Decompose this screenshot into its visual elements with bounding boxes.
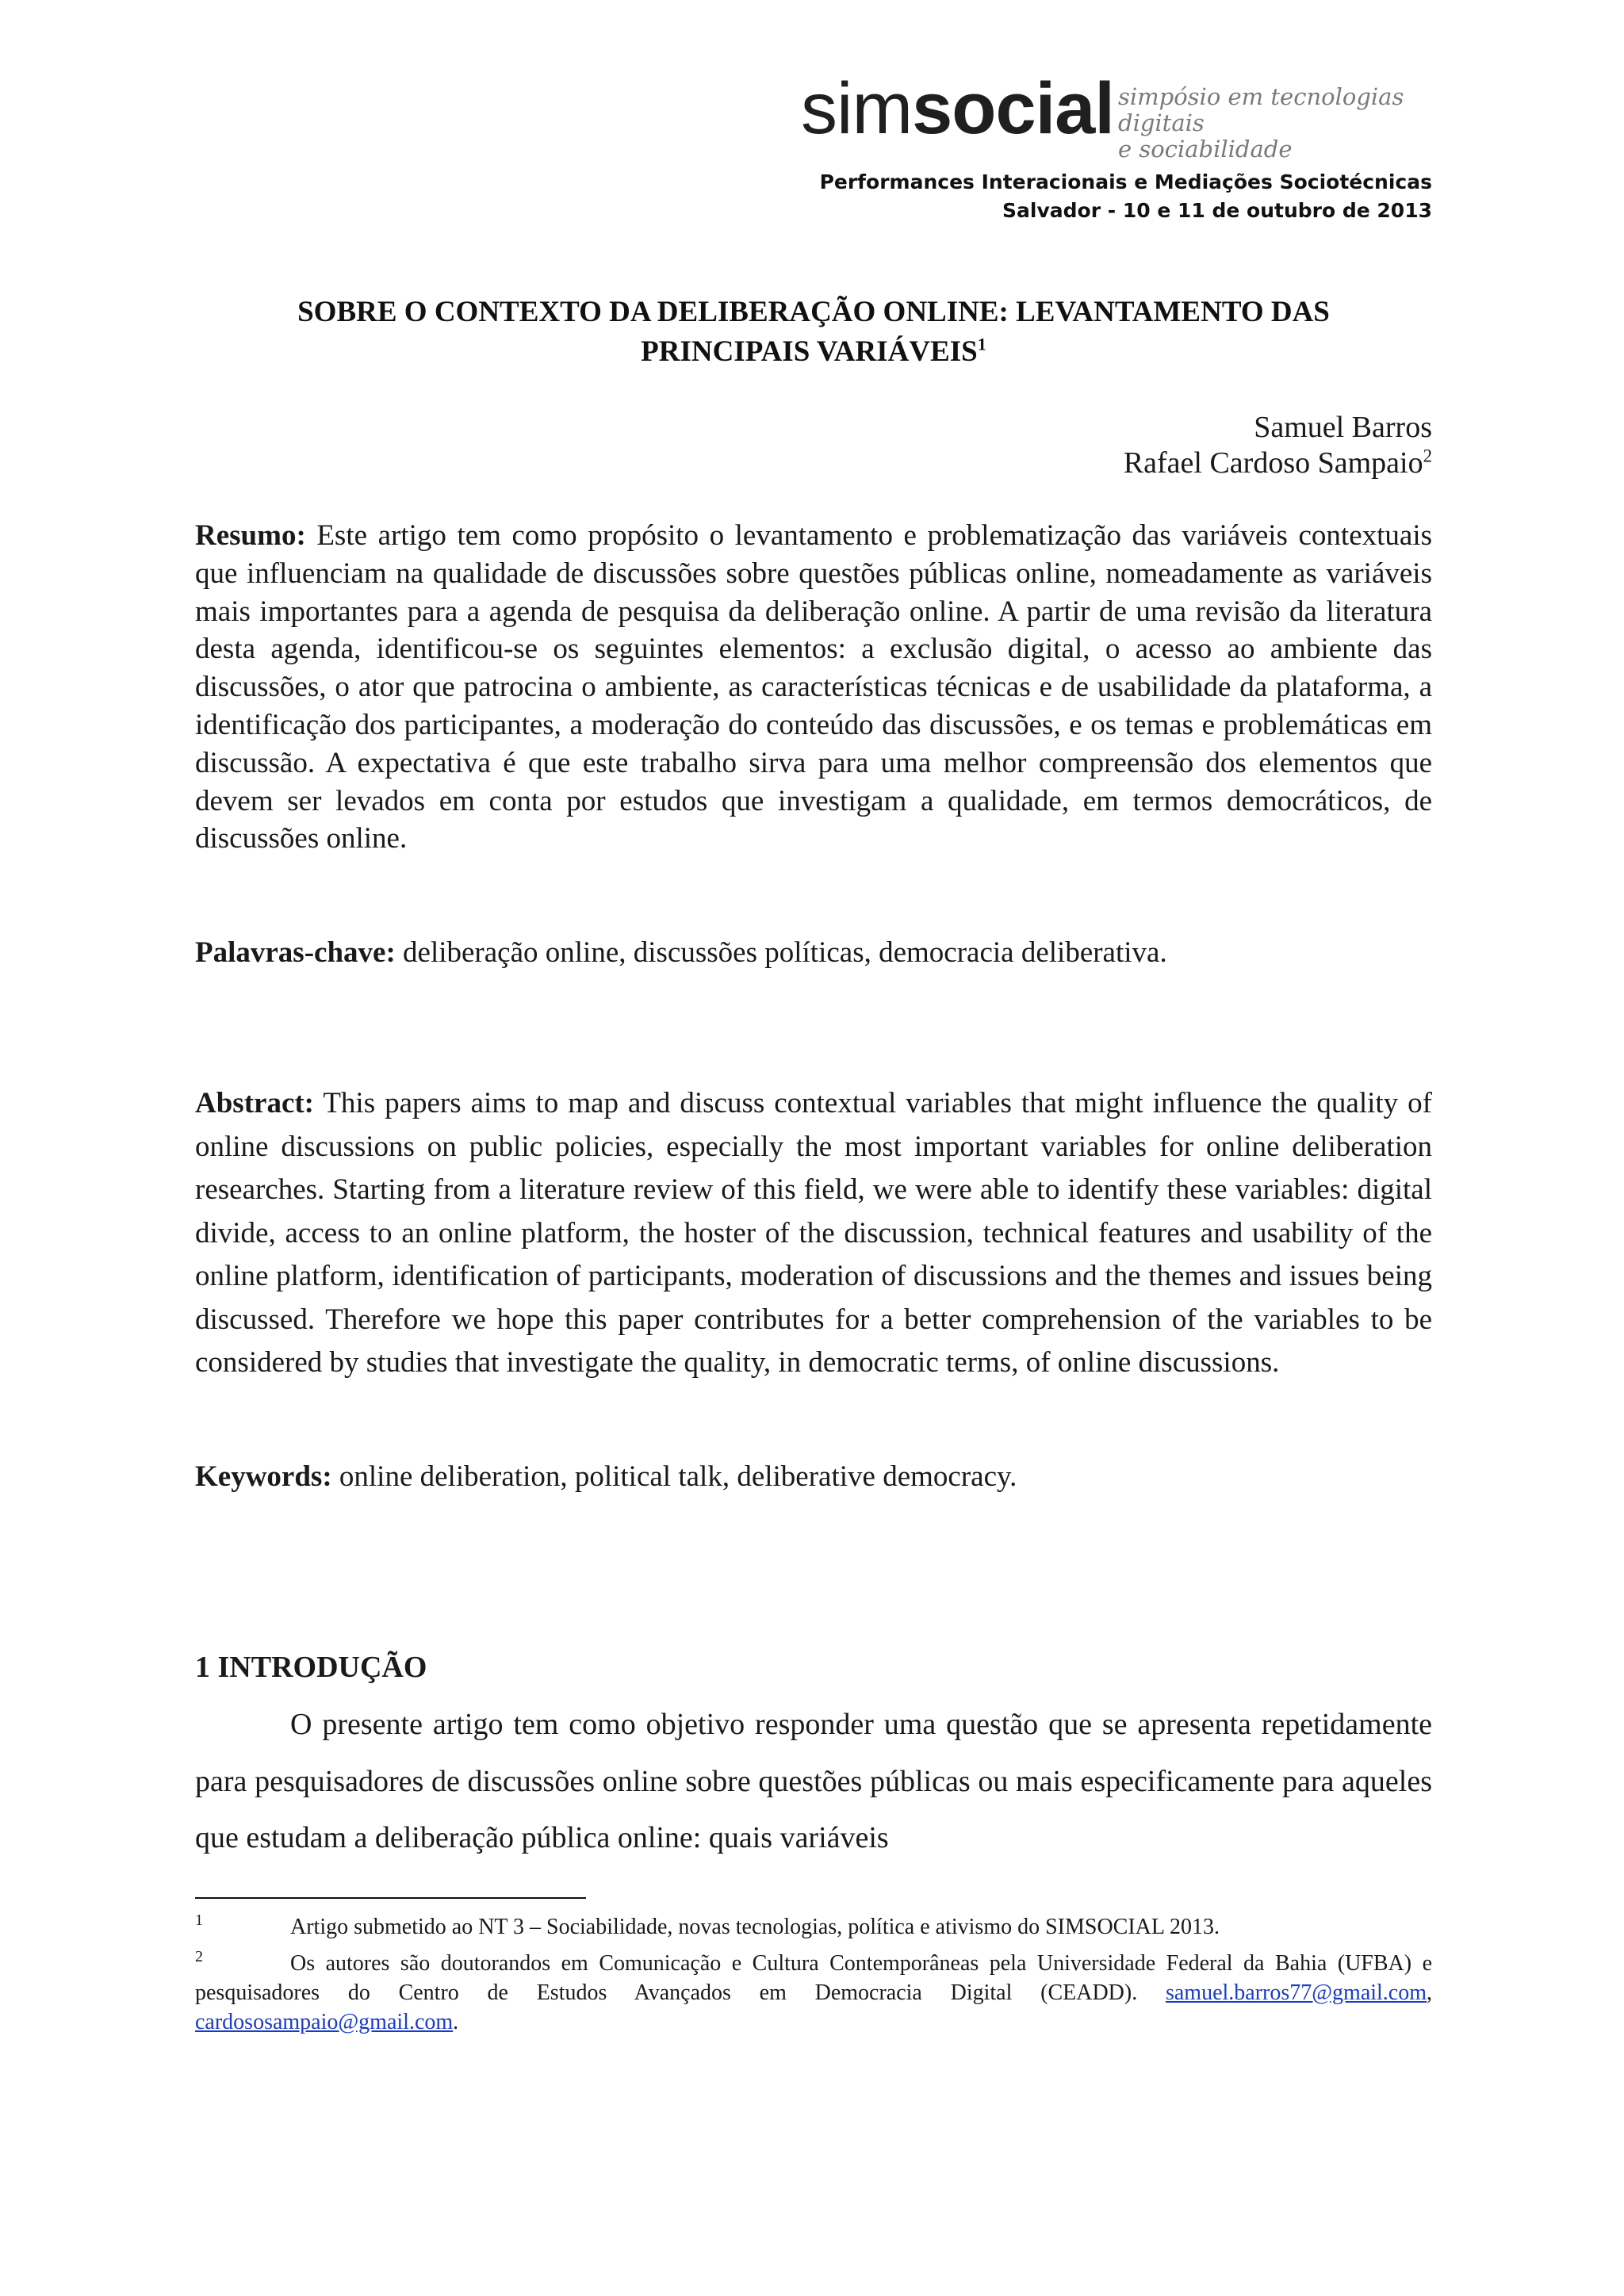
footnote-1 — [195, 1912, 1432, 1942]
logo-wordmark: simsocial — [801, 68, 1114, 149]
author-1: Samuel Barros — [1254, 411, 1432, 444]
resumo-paragraph — [195, 517, 1432, 858]
footnote-1-text: Artigo submetido ao NT 3 – Sociabilidade, novas tecnologias, política e ativismo do SIMSOCIAL 2013. — [290, 1915, 1220, 1939]
footnote-2: 2 Os autores são doutorandos em Comunicação e Cultura Contemporâneas pela Universidade Federal da Bahia (UFBA) e pesquisadores do Centro de Estudos Avançados em Democracia Digital (CEADD). samuel.barros77@gmail.com, cardososampaio@gmail.com. — [195, 1949, 1432, 2037]
abstract-paragraph — [195, 1082, 1432, 1385]
footnote-1-mark: 1 — [195, 1911, 203, 1929]
conference-location-date: Salvador - 10 e 11 de outubro de 2013 — [1002, 199, 1432, 222]
paper-title: SOBRE O CONTEXTO DA DELIBERAÇÃO ONLINE: LEVANTAMENTO DAS PRINCIPAIS VARIÁVEIS$^1$ — [297, 296, 1330, 368]
footnote-2-text: Os autores são doutorandos em Comunicação e Cultura Contemporâneas pela Universidade Federal da Bahia (UFBA) e pesquisadores do Centro de Estudos Avançados em Democracia Digital (CEADD). — [195, 1951, 1432, 2005]
conference-title: Performances Interacionais e Mediações Sociotécnicas — [819, 170, 1432, 193]
palavras-text: deliberação online, discussões políticas, democracia deliberativa. — [403, 936, 1167, 969]
abstract-label: Abstract: — [195, 1087, 315, 1119]
footnote-divider — [195, 1897, 586, 1899]
logo-tagline: simpósio em tecnologias digitais e sociabilidade — [1118, 83, 1404, 163]
keywords-label: Keywords: — [195, 1460, 332, 1493]
palavras-chave — [195, 934, 1432, 972]
resumo-label: Resumo: — [195, 519, 306, 552]
email-link-samuel[interactable]: samuel.barros77@gmail.com — [1165, 1980, 1427, 2005]
simsocial-logo — [801, 68, 1435, 163]
intro-paragraph: O presente artigo tem como objetivo responder uma questão que se apresenta repetidamente para pesquisadores de discussões online sobre questões públicas ou mais especificamente para aqueles que estudam a deliberação pública online: quais variáveis — [195, 1708, 1432, 1854]
keywords — [195, 1456, 1432, 1499]
keywords-text: online deliberation, political talk, deliberative democracy. — [339, 1460, 1017, 1493]
email-link-rafael[interactable]: cardososampaio@gmail.com — [195, 2010, 454, 2034]
footnote-ref-1: 1 — [977, 334, 986, 354]
palavras-label: Palavras-chave: — [195, 936, 396, 969]
section-heading: 1 INTRODUÇÃO — [195, 1651, 427, 1684]
abstract-text: This papers aims to map and discuss contextual variables that might influence the quality of online discussions on public policies, especially the most important variables for online deliberation researches. Starting from a literature review of this field, we were able to identify these variables: digital divide, access to an online platform, the hoster of the discussion, technical features and usability of the online platform, identification of participants, moderation of discussions and the themes and issues being discussed. Therefore we hope this paper contributes for a better comprehension of the variables to be considered by studies that investigate the quality, in democratic terms, of online discussions. — [195, 1087, 1432, 1379]
resumo-text: Este artigo tem como propósito o levantamento e problematização das variáveis contextuais que influenciam na qualidade de discussões sobre questões públicas online, nomeadamente as variáveis mais importantes para a agenda de pesquisa da deliberação online. A partir de uma revisão da literatura desta agenda, identificou-se os seguintes elementos: a exclusão digital, o acesso ao ambiente das discussões, o ator que patrocina o ambiente, as características técnicas e de usabilidade da plataforma, a identificação dos participantes, a moderação do conteúdo das discussões, e os temas e problemáticas em discussão. A expectativa é que este trabalho sirva para uma melhor compreensão dos elementos que devem ser levados em conta por estudos que investigam a qualidade, em termos democráticos, de discussões online. — [195, 519, 1432, 855]
author-2: Rafael Cardoso Sampaio$^2$ — [1123, 446, 1432, 480]
footnote-2-mark: 2 — [195, 1948, 203, 1965]
footnote-ref-2: 2 — [1423, 446, 1432, 466]
